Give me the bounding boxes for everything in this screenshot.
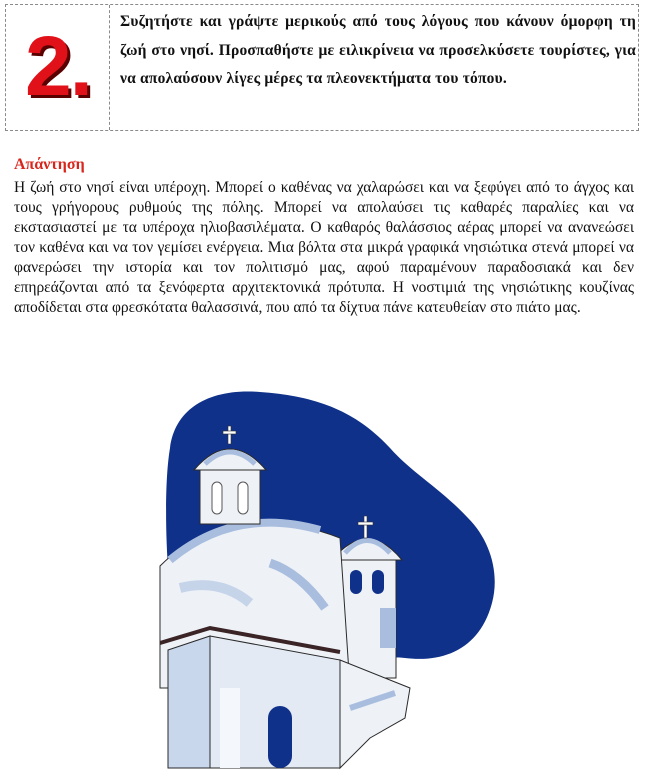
task-box [5,4,639,131]
answer-paragraph: Η ζωή στο νησί είναι υπέροχη. Μπορεί ο καθένας να χαλαρώσει και να ξεφύγει από το άγχος και τους γρήγορους ρυθμούς της πόλης. Μπορεί να απολαύσει τις καθαρές παραλίες και να εκστασιαστεί με τα υπέροχα ηλιοβασιλέματα. Ο καθαρός θαλάσσιος αέρας μπορεί να ανανεώσει τον καθένα και να τον γεμίσει ενέργεια. Μια βόλτα στα μικρά γραφικά νησιώτικα στενά μπορεί να φανερώσει την ιστορία και τον πολιτισμό μας, αφού παραμένουν παραδοσιακά και δεν επηρεάζονται από τα ξενόφερτα αρχιτεκτονικά πρότυπα. Η νοστιμιά της νησιώτικης κουζίνας αποδίδεται στα φρεσκότατα θαλασσινά, που από τα δίχτυα πάνε κατευθείαν στο πιάτο μας. [14,179,634,316]
task-instructions: Συζητήστε και γράψτε μερικούς από τους λόγους που κάνουν όμορφη τη ζωή στο νησί. Προσπαθήστε με ειλικρίνεια να προσελκύσετε τουρίστες, για να απολαύσουν λίγες μέρες τα πλεονεκτήματα του τόπου. [120,13,636,87]
task-number-cell [6,5,110,130]
answer-heading: Απάντηση [14,156,85,173]
church-illustration [150,388,500,772]
santorini-church-image [150,388,500,772]
task-number: 2. [24,19,92,113]
